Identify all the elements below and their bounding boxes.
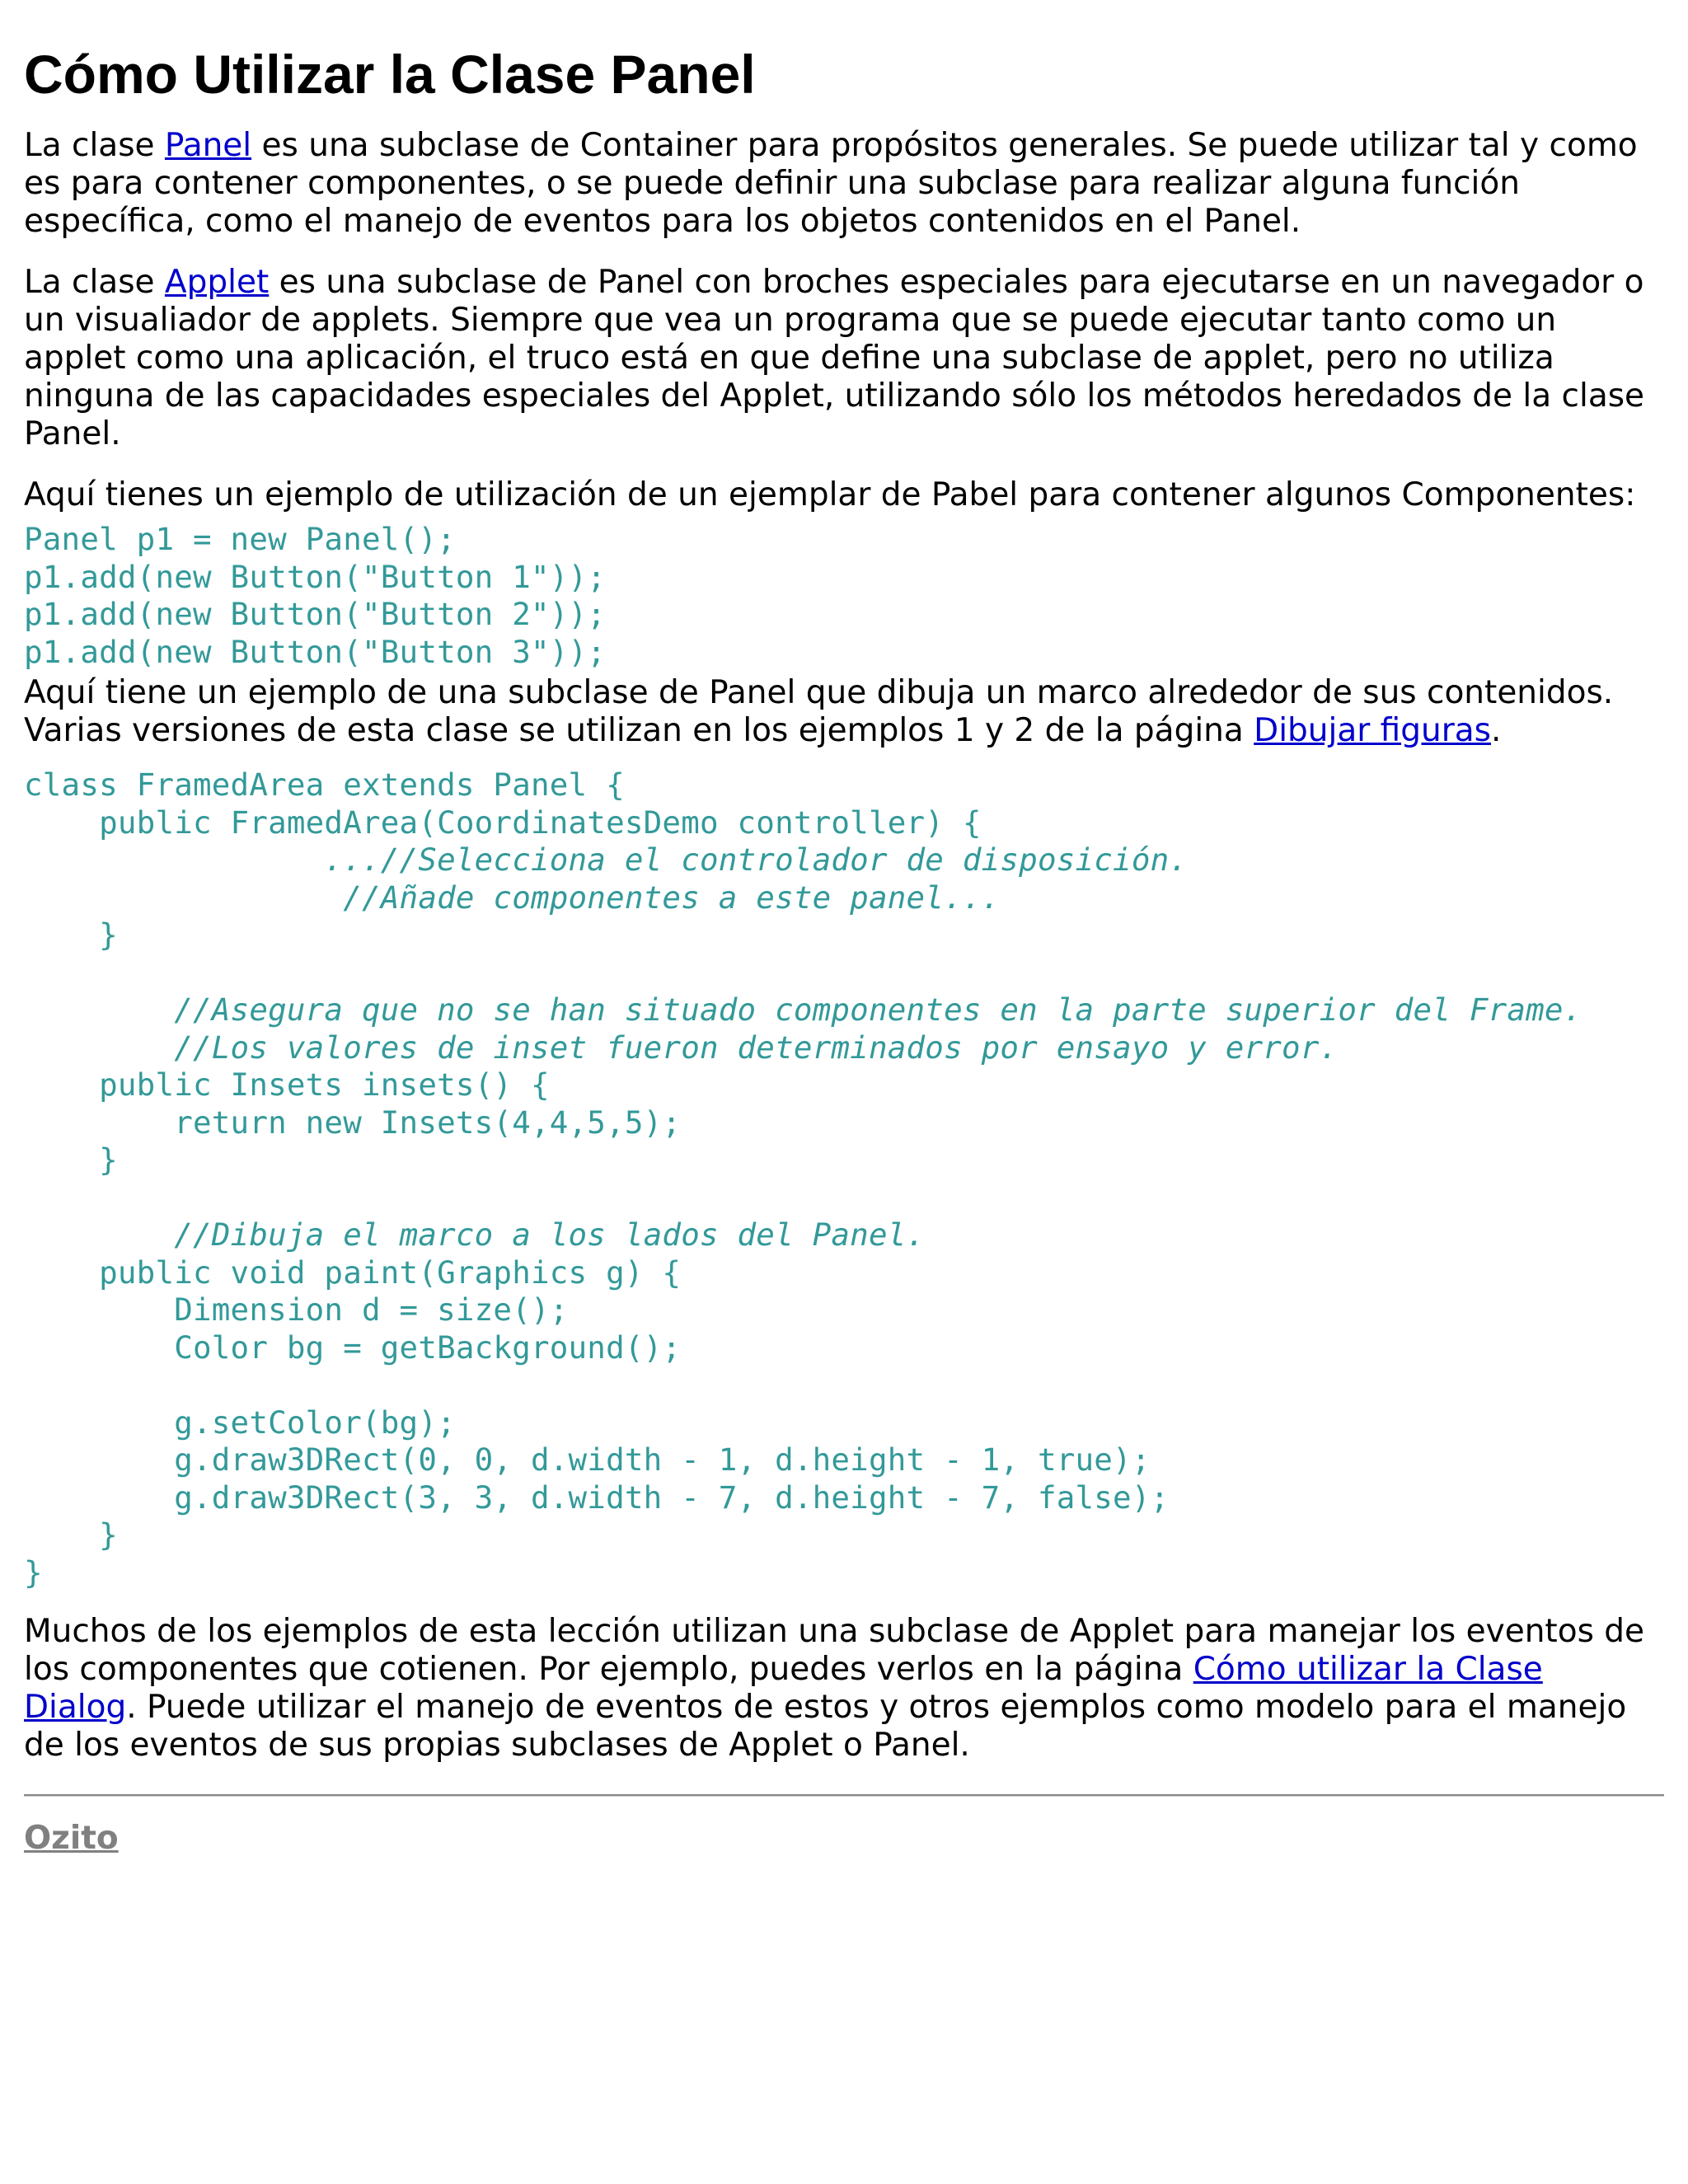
code-comment: //Dibuja el marco a los lados del Panel. [24,1216,926,1253]
dibujar-figuras-link[interactable]: Dibujar figuras [1254,712,1491,749]
code-line: Dimension d = size(); [24,1291,569,1328]
code-line: Color bg = getBackground(); [24,1329,682,1366]
code-line: } [24,916,118,953]
code-line: public FramedArea(CoordinatesDemo controller) { [24,804,982,841]
code-line: class FramedArea extends Panel { [24,766,625,803]
applet-link[interactable]: Applet [164,264,270,301]
paragraph-panel-intro [24,127,1664,241]
code-line: public Insets insets() { [24,1066,550,1103]
paragraph-example-intro: Aquí tienes un ejemplo de utilización de un ejemplar de Pabel para contener algunos Componentes: [24,476,1636,513]
code-line: p1.add(new Button("Button 2")); [24,596,607,632]
code-comment: //Los valores de inset fueron determinados por ensayo y error. [24,1029,1339,1066]
paragraph-text: Aquí tiene un ejemplo de una subclase de Panel que dibuja un marco alrededor de sus contenidos. Varias versiones de esta clase se utilizan en los ejemplos 1 y 2 de la página [24,674,1614,749]
code-line: } [24,1516,118,1553]
paragraph-text: La clase [24,264,165,301]
code-line: p1.add(new Button("Button 1")); [24,558,607,595]
paragraph-applet-events [24,1613,1664,1765]
document-page [24,0,1664,1857]
code-line: g.draw3DRect(0, 0, d.width - 1, d.height - 1, true); [24,1441,1151,1478]
code-comment: //Añade componentes a este panel... [24,879,1001,916]
paragraph-applet-intro [24,264,1664,453]
code-line: p1.add(new Button("Button 3")); [24,633,607,670]
code-line: } [24,1141,118,1178]
paragraph-text: Muchos de los ejemplos de esta lección utilizan una subclase de Applet para manejar los eventos de los componentes que cotienen. Por ejemplo, puedes verlos en la página [24,1613,1645,1688]
code-line: } [24,1554,43,1591]
footer-divider [24,1794,1664,1797]
code-line: public void paint(Graphics g) { [24,1254,682,1291]
ozito-signature-link[interactable]: Ozito [24,1820,119,1857]
code-line: return new Insets(4,4,5,5); [24,1104,682,1141]
code-block-panel-example [24,521,1664,671]
paragraph-text: . [1490,712,1502,749]
clase-dialog-link[interactable]: Cómo utilizar la Clase Dialog [24,1651,1543,1726]
paragraph-text: es una subclase de Container para propósitos generales. Se puede utilizar tal y como es para contener componentes, o se puede definir una subclase para realizar alguna función específica, como el manejo de eventos para los objetos contenidos en el Panel. [24,127,1638,240]
paragraph-text: es una subclase de Panel con broches especiales para ejecutarse en un navegador o un visualiador de applets. Siempre que vea un programa que se puede ejecutar tanto como un applet como una aplicación, el truco está en que define una subclase de applet, pero no utiliza ninguna de las capacidades especiales del Applet, utilizando sólo los métodos heredados de la clase Panel. [24,264,1645,452]
page-title: Cómo Utilizar la Clase Panel [24,44,756,105]
panel-link[interactable]: Panel [164,127,252,164]
code-line: Panel p1 = new Panel(); [24,521,456,557]
code-line: g.setColor(bg); [24,1404,456,1441]
paragraph-text: La clase [24,127,165,164]
code-comment: ...//Selecciona el controlador de disposición. [24,841,1189,878]
paragraph-subclass-intro [24,674,1664,750]
code-line: g.draw3DRect(3, 3, d.width - 7, d.height - 7, false); [24,1479,1170,1516]
code-comment: //Asegura que no se han situado componentes en la parte superior del Frame. [24,991,1582,1028]
code-block-framedarea [24,766,1664,1591]
paragraph-text: . Puede utilizar el manejo de eventos de estos y otros ejemplos como modelo para el manejo de los eventos de sus propias subclases de Applet o Panel. [24,1689,1627,1764]
